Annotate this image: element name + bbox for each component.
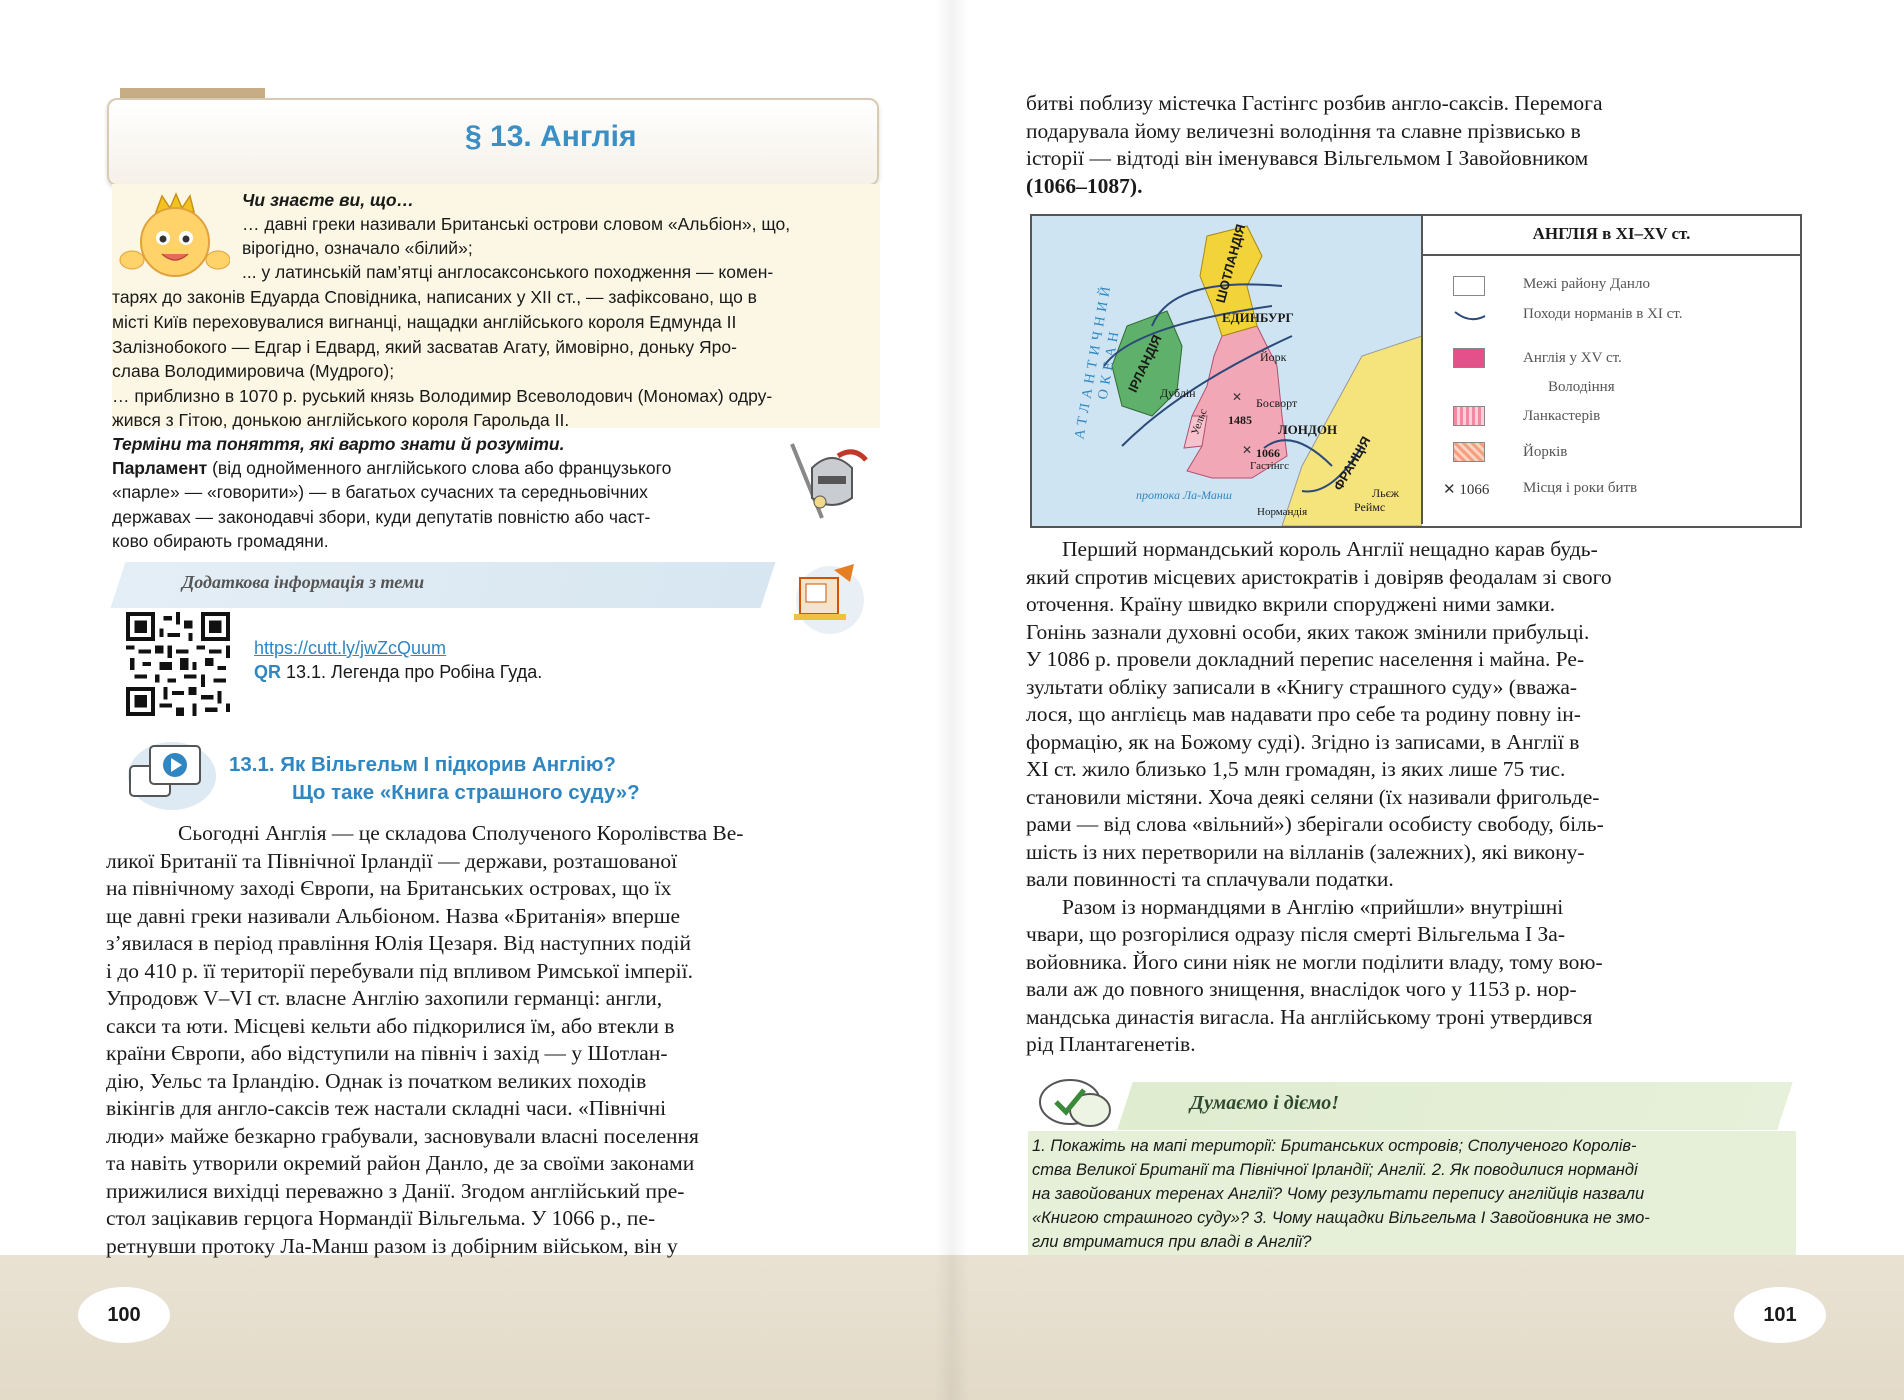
body-line: формацію, як на Божому суді). Згідно із записами, в Англії в xyxy=(1026,729,1580,754)
laptop-share-icon xyxy=(790,560,870,636)
legend-battle-year: 1066 xyxy=(1459,482,1490,498)
legend-swatch-lancaster xyxy=(1453,406,1485,426)
map-label-bosworth: Босворт xyxy=(1256,396,1298,410)
map-label-ocean: АТЛАНТИЧНИЙ ОКЕАН xyxy=(1072,280,1124,441)
terms-heading: Терміни та поняття, які варто знати й розуміти. xyxy=(112,434,565,454)
body-line: становили містяни. Хоча деякі селяни (їх називали фригольде- xyxy=(1026,784,1600,809)
did-you-know-line: тарях до законів Едуарда Сповідника, написаних у XII ст., — зафіксовано, що в xyxy=(112,287,757,307)
map-label-normandy: Нормандія xyxy=(1257,506,1308,518)
body-line: Упродовж V–VI ст. власне Англію захопили германці: англи, xyxy=(106,986,663,1010)
additional-info-heading: Додаткова інформація з теми xyxy=(182,572,425,592)
legend-label: Ланкастерів xyxy=(1523,408,1601,424)
did-you-know-line: слава Володимировича (Мудрого); xyxy=(112,361,395,381)
question-line: на завойованих теренах Англії? Чому результати перепису англійців назвали xyxy=(1032,1185,1645,1203)
right-body-text-1 xyxy=(1026,536,1796,1059)
map-legend xyxy=(1421,214,1800,524)
map-legend-title: АНГЛІЯ в XI–XV ст. xyxy=(1423,214,1800,256)
body-line: Разом із нормандцями в Англію «прийшли» внутрішні xyxy=(1062,894,1564,919)
legend-label: Йорків xyxy=(1523,444,1568,460)
body-line: вали аж до повного знищення, внаслідок чого у 1153 р. нор- xyxy=(1026,977,1577,1001)
body-line: (1066–1087). xyxy=(1026,173,1143,198)
legend-label: Місця і роки битв xyxy=(1523,480,1638,496)
video-chat-icon xyxy=(122,736,220,814)
map-label-lille: Льєж xyxy=(1372,486,1400,500)
body-line: рід Плантагенетів. xyxy=(1026,1032,1196,1056)
terms-line: ково обирають громадяни. xyxy=(112,531,329,551)
qr-caption-text: 13.1. Легенда про Робіна Гуда. xyxy=(281,662,543,682)
body-line: ретнувши протоку Ла-Манш разом із добірним військом, він у xyxy=(106,1233,678,1258)
page-gutter xyxy=(935,0,969,1400)
terms-line: державах — законодавчі збори, куди депутатів повністю або част- xyxy=(112,507,651,527)
think-and-act-questions xyxy=(1032,1134,1794,1254)
map-label-france: ФРАНЦІЯ xyxy=(1330,433,1374,494)
qr-caption-label: QR xyxy=(254,662,281,682)
qr-code[interactable] xyxy=(126,612,230,716)
term-parliament: Парламент xyxy=(112,458,208,478)
body-line: У 1086 р. провели докладний перепис населення і майна. Ре- xyxy=(1026,647,1585,671)
body-line: войовника. Його сини ніяк не могли поділити владу, тому вою- xyxy=(1026,949,1603,974)
legend-label: Володіння xyxy=(1548,379,1615,395)
svg-text:✕: ✕ xyxy=(1242,443,1253,457)
body-line: XI ст. жило близько 1,5 млн громадян, із яких лише 75 тис. xyxy=(1026,757,1566,781)
map-label-channel: протока Ла-Манш xyxy=(1136,488,1232,502)
question-line: ства Великої Британії та Північної Ірландії; Англії. 2. Як поводилися норманді xyxy=(1032,1161,1638,1179)
terms-line: «парле» — «говорити») — в багатьох сучасних та середньовічних xyxy=(112,482,648,502)
body-line: Перший нормандський король Англії нещадно карав будь- xyxy=(1062,537,1598,561)
body-line: вали повинності та сплачували податки. xyxy=(1026,867,1394,891)
svg-text:✕: ✕ xyxy=(1232,390,1243,404)
body-line: чвари, що розгорілися одразу після смерті Вільгельма І За- xyxy=(1026,922,1565,946)
body-line: рами — від слова «вільний») зберігали особисту свободу, біль- xyxy=(1026,812,1604,836)
legend-battle-mark: ✕ 1066 xyxy=(1443,482,1490,498)
legend-swatch-danelaw xyxy=(1453,276,1485,296)
body-line: шість із них перетворили на вілланів (залежних), які викону- xyxy=(1026,839,1585,864)
left-body-text xyxy=(106,820,879,1260)
term-definition: (від однойменного англійського слова або французького xyxy=(207,458,672,478)
question-line: «Книгою страшного суду»? 3. Чому нащадки Вільгельма І Завойовника не змо- xyxy=(1032,1209,1650,1227)
body-line: дію, Уельс та Ірландію. Однак із початком великих походів xyxy=(106,1068,647,1093)
body-line: і до 410 р. її території перебували під впливом Римської імперії. xyxy=(106,958,693,983)
question-line: 1. Покажіть на мапі території: Британських островів; Сполученого Королів- xyxy=(1032,1137,1637,1155)
terms-line xyxy=(112,456,671,481)
did-you-know-line: вірогідно, означало «білий»; xyxy=(242,238,473,258)
body-line: битві поблизу містечка Гастінгс розбив англо-саксів. Перемога xyxy=(1026,91,1603,115)
page-number-left: 100 xyxy=(78,1287,170,1343)
map-label-year-1485: 1485 xyxy=(1228,413,1252,427)
body-line: Гонінь зазнали духовні особи, яких також змінили прибульці. xyxy=(1026,619,1590,644)
body-line: зультати обліку записали в «Книгу страшного суду» (вважа- xyxy=(1026,674,1578,699)
did-you-know-line: … давні греки називали Британські острови словом «Альбіон», що, xyxy=(242,214,791,234)
body-line: сакси та юти. Місцеві кельти або підкорилися їм, або втекли в xyxy=(106,1013,675,1038)
did-you-know-line: … приблизно в 1070 р. руський князь Володимир Всеволодович (Мономах) одру- xyxy=(112,386,773,406)
map-label-reims: Реймс xyxy=(1354,500,1386,514)
body-line: лося, що англієць мав надавати про себе та родину повну ін- xyxy=(1026,702,1581,726)
legend-label: Межі району Данло xyxy=(1523,276,1650,292)
body-line: Сьогодні Англія — це складова Сполученого Королівства Ве- xyxy=(178,821,744,845)
did-you-know-line: ... у латинській пам’ятці англосаксонського походження — комен- xyxy=(242,262,774,282)
map-label-wales: Уельс xyxy=(1189,407,1210,437)
map-label-dublin: Дублін xyxy=(1160,386,1196,400)
section-heading-line2: Що таке «Книга страшного суду»? xyxy=(292,781,640,804)
legend-swatch-england xyxy=(1453,348,1485,368)
did-you-know-line: жився з Гітою, донькою англійського короля Гарольда II. xyxy=(112,410,570,430)
body-line: прижилися вихідці переважно з Данії. Згодом англійський пре- xyxy=(106,1178,685,1203)
body-line: люди» майже безкарно грабували, засновували власні поселення xyxy=(106,1123,699,1148)
question-line: гли втриматися при владі в Англії? xyxy=(1032,1233,1312,1251)
map-label-ireland: ІРЛАНДІЯ xyxy=(1124,332,1165,395)
body-line: який спротив місцевих аристократів і довіряв феодалам зі свого xyxy=(1026,564,1612,589)
cartoon-crown-character-icon xyxy=(118,190,230,288)
think-and-act-heading: Думаємо і діємо! xyxy=(1190,1092,1340,1114)
check-bubble-icon xyxy=(1034,1074,1118,1134)
body-line: мандська династія вигасла. На англійському троні утвердився xyxy=(1026,1004,1593,1029)
body-line: подарувала йому величезні володіння та славне прізвисько в xyxy=(1026,118,1581,143)
did-you-know-heading: Чи знаєте ви, що… xyxy=(242,190,415,210)
map-label-york: Йорк xyxy=(1260,350,1287,364)
legend-label: Походи норманів в XI ст. xyxy=(1523,306,1683,322)
body-line: оточення. Країну швидко вкрили споруджені ними замки. xyxy=(1026,592,1556,616)
map-label-london: ЛОНДОН xyxy=(1278,422,1338,437)
legend-raid-arrow-icon xyxy=(1453,308,1487,324)
did-you-know-line: місті Київ переховувалися вигнанці, нащадки англійського короля Едмунда II xyxy=(112,312,737,332)
map-label-scotland: ШОТЛАНДІЯ xyxy=(1212,222,1249,305)
body-line: країни Європи, або відступили на північ і захід — у Шотлан- xyxy=(106,1041,668,1065)
right-top-text xyxy=(1026,90,1796,200)
body-line: ликої Британії та Північної Ірландії — держави, розташованої xyxy=(106,848,678,873)
body-line: з’явилася в період правління Юлія Цезаря. Від наступних подій xyxy=(106,931,691,955)
legend-label: Англія у XV ст. xyxy=(1523,350,1622,366)
knight-icon xyxy=(782,438,874,524)
section-heading-line1: 13.1. Як Вільгельм І підкорив Англію? xyxy=(229,753,616,776)
body-line: та навіть утворили окремий район Данло, де за своїми законами xyxy=(106,1151,695,1175)
did-you-know-line: Залізнобокого — Едгар і Едвард, який засватав Агату, ймовірно, доньку Яро- xyxy=(112,337,737,357)
body-line: на північному заході Європи, на Британських островах, що їх xyxy=(106,876,672,900)
body-line: вікінгів для англо-саксів теж настали складні часи. «Північні xyxy=(106,1096,667,1120)
additional-info-link[interactable]: https://cutt.ly/jwZcQuum xyxy=(254,638,447,658)
body-line: стол зацікавив герцога Нормандії Вільгельма. У 1066 р., пе- xyxy=(106,1206,656,1230)
body-line: ще давні греки називали Альбіоном. Назва «Британія» вперше xyxy=(106,903,681,928)
map-label-hastings: Гастінгс xyxy=(1250,460,1289,472)
qr-caption xyxy=(254,662,542,683)
legend-swatch-york xyxy=(1453,442,1485,462)
page-title: § 13. Англія xyxy=(465,120,637,153)
body-line: історії — відтоді він іменувався Вільгельмом І Завойовником xyxy=(1026,146,1589,170)
map-label-year-1066: 1066 xyxy=(1256,446,1280,460)
page-number-right: 101 xyxy=(1734,1287,1826,1343)
map-label-edinburgh: ЕДИНБУРГ xyxy=(1222,310,1294,325)
